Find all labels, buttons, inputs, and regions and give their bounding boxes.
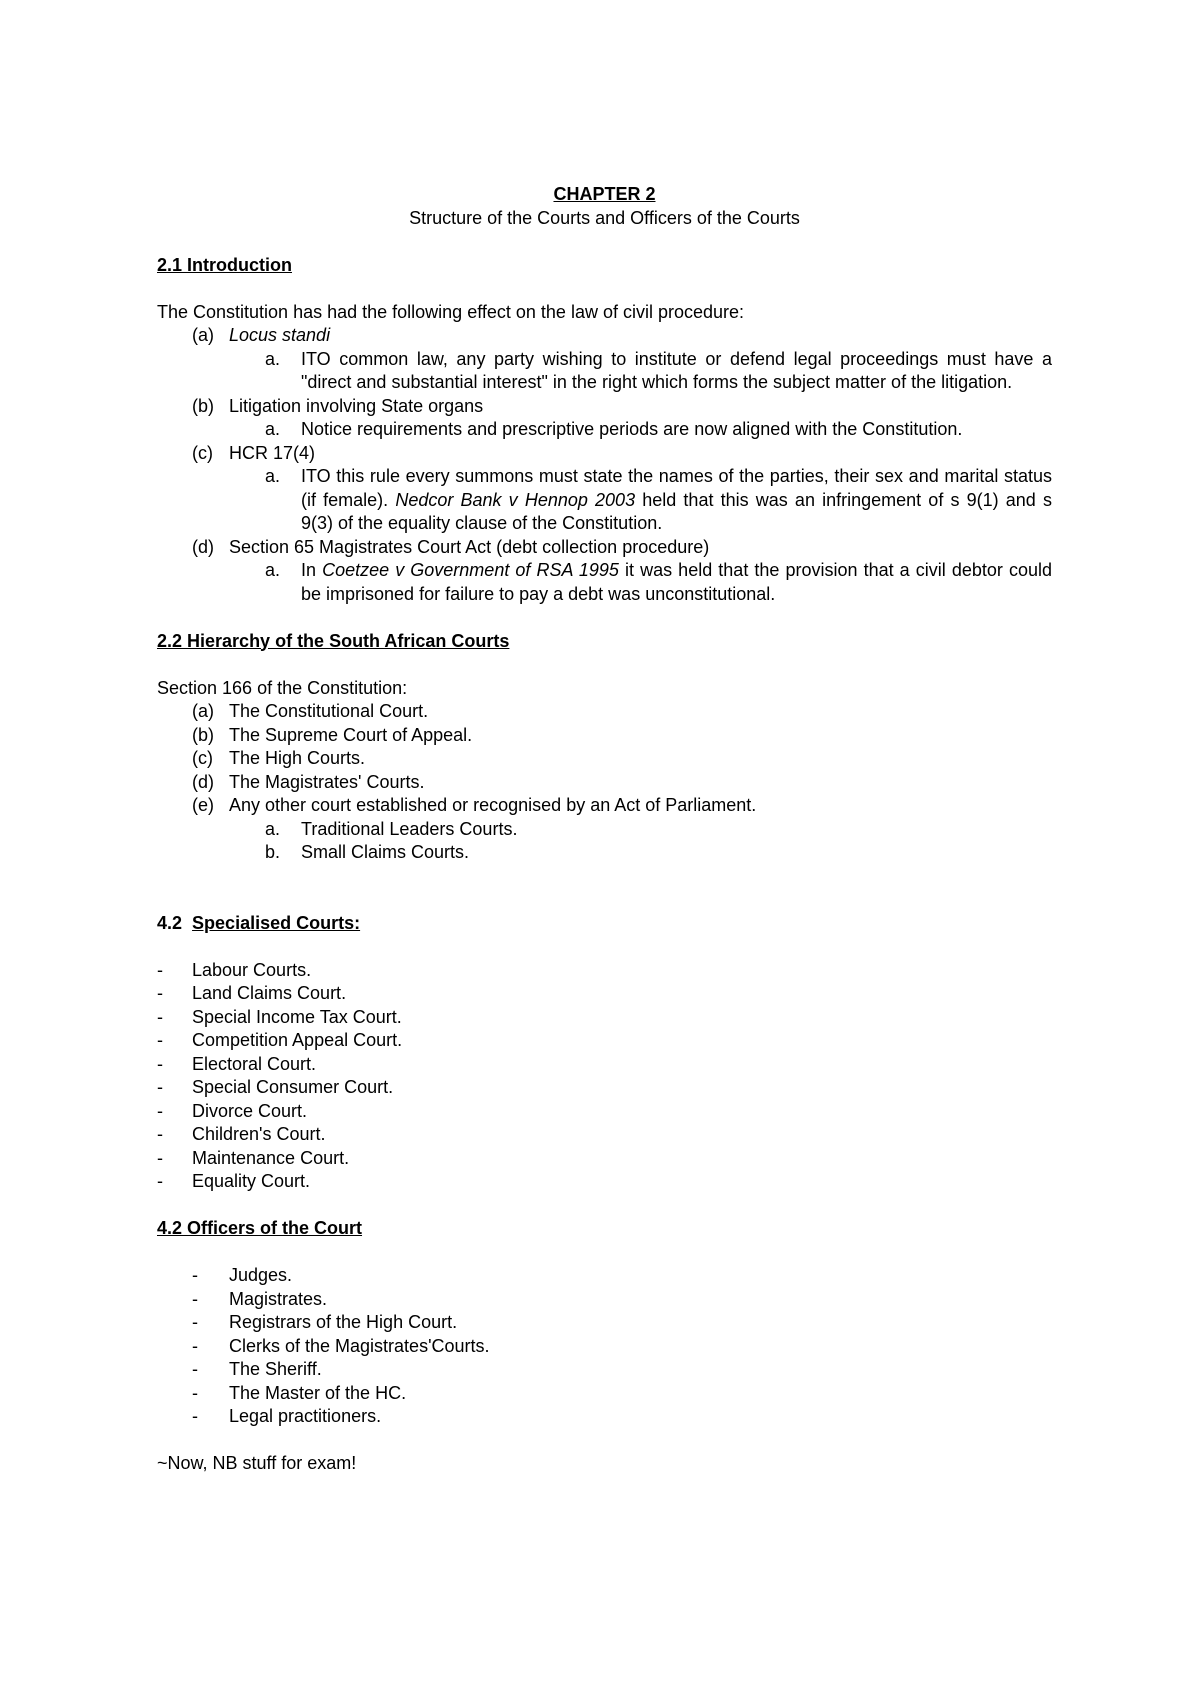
list-item [157, 1100, 1052, 1124]
list-item [157, 1123, 1052, 1147]
list-item-text: The Constitutional Court. [229, 701, 429, 721]
list-item [157, 1147, 1052, 1171]
dash-marker: - [157, 1006, 163, 1027]
list-item-text: HCR 17(4) [229, 442, 316, 463]
list-item-text: The Sheriff. [229, 1359, 322, 1379]
list-item [157, 771, 1052, 795]
dash-marker: - [192, 1359, 198, 1379]
list-item [157, 1405, 1052, 1429]
list-item-text: ITO common law, any party wishing to institute or defend legal proceedings must have a "direct and substantial interest" in the right which forms the subject matter of the litigation. [301, 348, 1052, 392]
list-subitem [157, 818, 1052, 842]
list-item-text: The High Courts. [229, 748, 366, 768]
dash-marker: - [157, 1077, 163, 1097]
dash-marker: - [192, 1265, 198, 1285]
list-item-text: Special Consumer Court. [192, 1077, 394, 1097]
list-item-text: Children's Court. [192, 1124, 326, 1144]
list-item-text: Labour Courts. [192, 959, 312, 980]
list-item-text: Equality Court. [192, 1171, 311, 1191]
list-item-text: Divorce Court. [192, 1100, 308, 1121]
closing-note: ~Now, NB stuff for exam! [157, 1453, 357, 1473]
dash-marker: - [157, 983, 163, 1003]
list-item-text: Judges. [229, 1265, 293, 1285]
list-item-text: held that this was an infringement of s 9(1) and s 9(3) of the equality clause of the Constitution. [301, 489, 1052, 533]
list-item-text: In [301, 560, 317, 580]
section-heading-specialised [157, 912, 1052, 936]
dash-marker: - [157, 959, 163, 980]
intro-subitem-d [157, 559, 1052, 606]
list-item [157, 959, 1052, 983]
case-citation: Nedcor Bank v Hennop 2003 [395, 489, 636, 510]
dash-marker: - [192, 1382, 198, 1403]
dash-marker: - [157, 1171, 163, 1191]
list-item [157, 1311, 1052, 1335]
case-citation: Coetzee v Government of RSA 1995 [322, 560, 619, 580]
list-item-text: Legal practitioners. [229, 1406, 382, 1426]
list-marker: (c) [192, 442, 213, 463]
dash-marker: - [192, 1288, 198, 1309]
list-marker: b. [265, 842, 281, 862]
intro-subitem-a [157, 348, 1052, 395]
list-subitem [157, 841, 1052, 865]
list-marker: (b) [192, 724, 214, 745]
list-item [157, 700, 1052, 724]
list-item [157, 747, 1052, 771]
intro-item-a [157, 324, 1052, 348]
list-item [157, 1006, 1052, 1030]
list-marker: a. [265, 818, 281, 839]
list-item-text: Maintenance Court. [192, 1147, 350, 1168]
dash-marker: - [157, 1030, 163, 1050]
list-item [157, 1335, 1052, 1359]
list-item [157, 1288, 1052, 1312]
list-item-text: Notice requirements and prescriptive periods are now aligned with the Constitution. [301, 419, 963, 439]
list-marker: a. [265, 560, 281, 580]
list-item [157, 1358, 1052, 1382]
dash-marker: - [157, 1124, 163, 1144]
list-item-text: Small Claims Courts. [301, 842, 470, 862]
dash-marker: - [192, 1335, 198, 1356]
dash-marker: - [157, 1053, 163, 1074]
list-marker: a. [265, 348, 281, 369]
list-item [157, 982, 1052, 1006]
list-item-text: Section 65 Magistrates Court Act (debt collection procedure) [229, 536, 710, 557]
list-item-text: Traditional Leaders Courts. [301, 818, 518, 839]
list-marker: (a) [192, 701, 214, 721]
dash-marker: - [157, 1100, 163, 1121]
list-item-text: Special Income Tax Court. [192, 1006, 402, 1027]
dash-marker: - [192, 1312, 198, 1332]
list-item-text: Competition Appeal Court. [192, 1030, 403, 1050]
list-marker: (b) [192, 395, 214, 416]
list-item [157, 1170, 1052, 1194]
list-item-text: Any other court established or recognised by an Act of Parliament. [229, 795, 757, 815]
list-item-text: Electoral Court. [192, 1053, 317, 1074]
list-marker: (c) [192, 748, 213, 768]
list-item [157, 1029, 1052, 1053]
list-marker: a. [265, 466, 281, 486]
document-body [157, 183, 1052, 1476]
list-item-text: Locus standi [229, 325, 331, 345]
list-item [157, 1264, 1052, 1288]
intro-item-c [157, 442, 1052, 466]
list-marker: a. [265, 419, 281, 439]
list-marker: (a) [192, 325, 214, 345]
section-heading-introduction: 2.1 Introduction [157, 254, 292, 275]
list-item [157, 1076, 1052, 1100]
section-heading-officers: 4.2 Officers of the Court [157, 1218, 363, 1238]
list-item-text: it was held that the provision that a civil debtor could be imprisoned for failure to pay a debt was unconstitutional. [301, 560, 1052, 604]
list-item-text: The Supreme Court of Appeal. [229, 724, 473, 745]
list-item-text: The Master of the HC. [229, 1382, 407, 1403]
dash-marker: - [192, 1406, 198, 1426]
list-item-text: Magistrates. [229, 1288, 328, 1309]
hierarchy-lead: Section 166 of the Constitution: [157, 677, 408, 698]
section-heading-hierarchy: 2.2 Hierarchy of the South African Courts [157, 630, 510, 651]
list-item-text: The Magistrates' Courts. [229, 771, 425, 792]
list-item [157, 1053, 1052, 1077]
intro-subitem-b [157, 418, 1052, 442]
intro-subitem-c [157, 465, 1052, 536]
list-item [157, 794, 1052, 818]
list-item [157, 724, 1052, 748]
intro-item-d [157, 536, 1052, 560]
list-item-text: Registrars of the High Court. [229, 1312, 458, 1332]
list-item-text: Litigation involving State organs [229, 395, 484, 416]
intro-lead: The Constitution has had the following effect on the law of civil procedure: [157, 301, 745, 322]
section-title: Specialised Courts: [192, 912, 361, 933]
dash-marker: - [157, 1147, 163, 1168]
list-item [157, 1382, 1052, 1406]
intro-item-b [157, 395, 1052, 419]
chapter-subtitle: Structure of the Courts and Officers of the Courts [409, 207, 800, 228]
list-marker: (e) [192, 795, 214, 815]
list-marker: (d) [192, 771, 214, 792]
section-number: 4.2 [157, 912, 183, 933]
chapter-title: CHAPTER 2 [553, 184, 656, 204]
list-marker: (d) [192, 536, 214, 557]
list-item-text: Clerks of the Magistrates'Courts. [229, 1335, 490, 1356]
list-item-text: Land Claims Court. [192, 983, 347, 1003]
list-item-text: ITO this rule every summons must state the names of the parties, their sex and marital status (if female). [301, 466, 1052, 510]
